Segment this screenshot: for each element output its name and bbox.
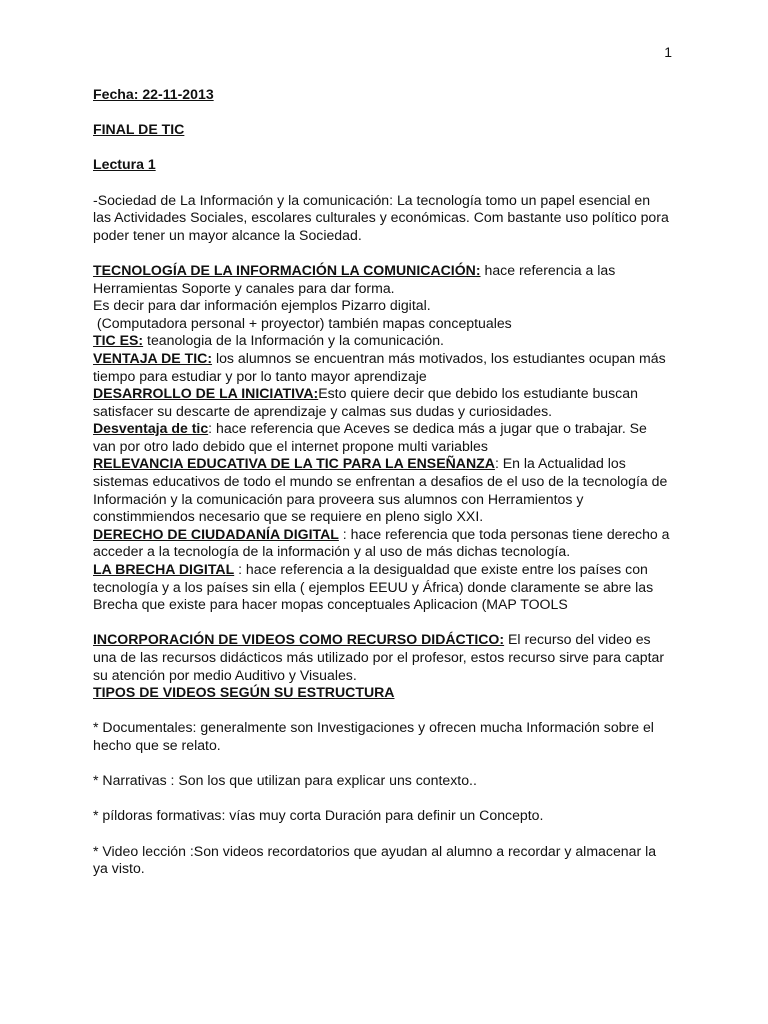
videos-line: su atención por medio Auditivo y Visuales.: [93, 666, 357, 683]
section-heading: DESARROLLO DE LA INICIATIVA:: [93, 385, 319, 402]
desventaja-line: van por otro lado debido que el internet propone multi variables: [93, 437, 488, 454]
section-heading: INCORPORACIÓN DE VIDEOS COMO RECURSO DIDÁCTICO:: [93, 631, 505, 648]
tipo-item-line: * Narrativas : Son los que utilizan para explicar uns contexto..: [93, 772, 477, 789]
tic-definition: [93, 262, 683, 280]
section-text: : En la Actualidad los: [494, 455, 626, 472]
section-text: los alumnos se encuentran más motivados, los estudiantes ocupan más: [212, 349, 666, 366]
ventaja-line: tiempo para estudiar y por lo tanto mayor aprendizaje: [93, 367, 427, 384]
ventaja: [93, 350, 683, 368]
tic-definition-line: Es decir para dar información ejemplos Pizarro digital.: [93, 297, 431, 314]
ciudadania: [93, 526, 683, 544]
desventaja: [93, 420, 683, 438]
section-text: teanologia de la Información y la comunicación.: [143, 332, 444, 349]
tic-definition-line: (Computadora personal + proyector) también mapas conceptuales: [93, 314, 512, 331]
relevancia: [93, 455, 683, 473]
document-title: FINAL DE TIC: [93, 121, 185, 138]
tipo-item-line: * píldoras formativas: vías muy corta Duración para definir un Concepto.: [93, 807, 544, 824]
document-body: [93, 86, 683, 878]
intro-line: poder tener un mayor alcance la Sociedad.: [93, 226, 362, 243]
intro-line: -Sociedad de La Información y la comunicación: La tecnología tomo un papel esencial en: [93, 191, 651, 208]
section-heading: RELEVANCIA EDUCATIVA DE LA TIC PARA LA ENSEÑANZA: [93, 455, 495, 472]
brecha-line: tecnología y a los países sin ella ( ejemplos EEUU y África) donde claramente se abre las: [93, 578, 654, 595]
tic-es: [93, 332, 683, 350]
relevancia-line: sistemas educativos de todo el mundo se enfrentan a desafios de el uso de la tecnología de: [93, 473, 668, 490]
reading-heading: Lectura 1: [93, 156, 156, 173]
desarrollo: [93, 385, 683, 403]
page-number: 1: [664, 44, 672, 60]
section-heading: TECNOLOGÍA DE LA INFORMACIÓN LA COMUNICACIÓN:: [93, 261, 481, 278]
section-heading: DERECHO DE CIUDADANÍA DIGITAL: [93, 525, 339, 542]
videos: [93, 631, 683, 649]
section-heading: Desventaja de tic: [93, 420, 209, 437]
relevancia-line: constimmiendos necesario que se requiere en pleno siglo XXI.: [93, 508, 484, 525]
section-text: : hace referencia a la desigualdad que existe entre los países con: [234, 561, 648, 578]
videos-line: una de las recursos didácticos más utilizado por el profesor, estos recurso sirve para captar: [93, 649, 665, 665]
section-heading: LA BRECHA DIGITAL: [93, 561, 235, 578]
section-text: Esto quiere decir que debido los estudiante buscan: [318, 385, 638, 402]
tic-definition-line: Herramientas Soporte y canales para dar forma.: [93, 279, 395, 296]
section-heading: TIC ES:: [93, 332, 144, 349]
date-line: Fecha: 22-11-2013: [93, 86, 214, 102]
section-text: hace referencia a las: [480, 261, 616, 278]
section-text: : hace referencia que Aceves se dedica más a jugar que o trabajar. Se: [208, 420, 647, 437]
relevancia-line: Información y la comunicación para proveera sus alumnos con Herramientos y: [93, 490, 584, 507]
section-text: : hace referencia que toda personas tiene derecho a: [338, 525, 670, 542]
tipo-item-line: ya visto.: [93, 860, 145, 877]
ciudadania-line: acceder a la tecnología de la información y al uso de más dichas tecnología.: [93, 543, 571, 560]
tipo-item-line: hecho que se relato.: [93, 736, 221, 753]
intro-line: las Actividades Sociales, escolares culturales y económicas. Com bastante uso político pora: [93, 209, 669, 226]
tipo-item-line: * Video lección :Son videos recordatorios que ayudan al alumno a recordar y almacenar la: [93, 842, 657, 859]
tipos-heading: TIPOS DE VIDEOS SEGÚN SU ESTRUCTURA: [93, 684, 395, 701]
tipo-item-line: * Documentales: generalmente son Investigaciones y ofrecen mucha Información sobre el: [93, 719, 654, 736]
desarrollo-line: satisfacer su descarte de aprendizaje y calmas sus dudas y curiosidades.: [93, 402, 553, 419]
brecha: [93, 561, 683, 579]
brecha-line: Brecha que existe para hacer mopas conceptuales Aplicacion (MAP TOOLS: [93, 596, 568, 613]
section-heading: VENTAJA DE TIC:: [93, 349, 213, 366]
section-text: El recurso del video es: [504, 631, 651, 648]
